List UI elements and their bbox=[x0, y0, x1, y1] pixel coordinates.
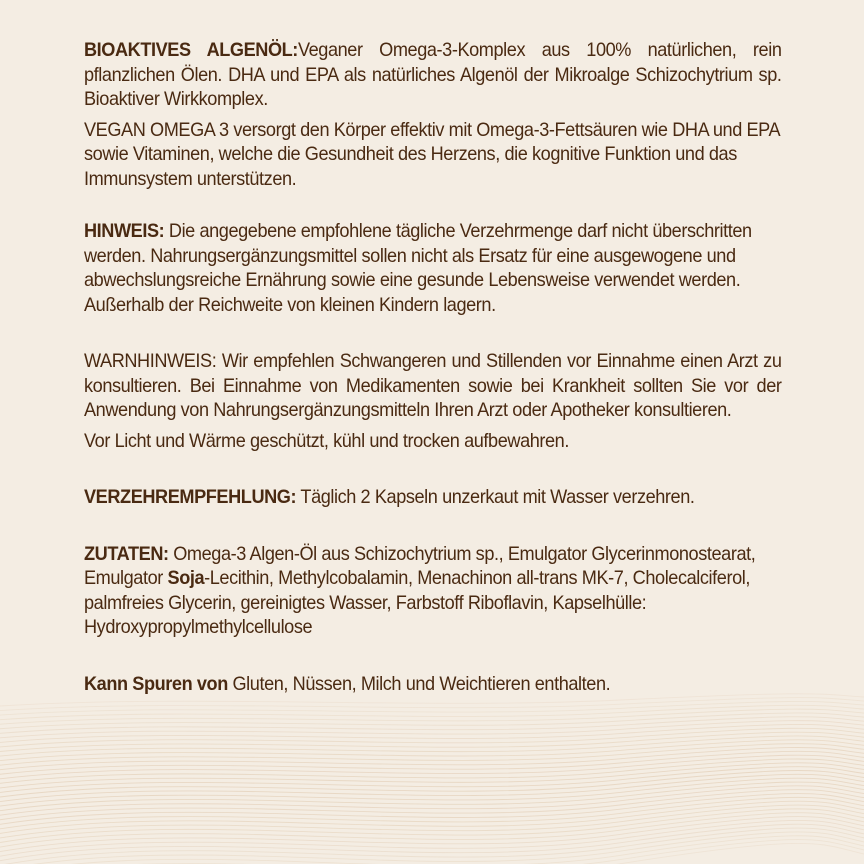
wave-line bbox=[0, 840, 864, 864]
paragraph-hinweis bbox=[84, 219, 782, 317]
wave-line bbox=[0, 717, 864, 734]
wave-line bbox=[0, 721, 864, 738]
paragraph-lagerung bbox=[84, 429, 782, 454]
wave-line bbox=[0, 732, 864, 751]
wave-line bbox=[0, 744, 864, 766]
wave-line bbox=[0, 740, 864, 761]
text-bioaktives-algenoel: Veganer Omega-3-Komplex aus 100% natürlichen, rein pflanzlichen Ölen. DHA und EPA als natürliches Algenöl der Mikroalge Schizochytrium sp. Bioaktiver Wirkkomplex. bbox=[84, 39, 782, 110]
wave-line bbox=[0, 824, 864, 860]
text-zutaten-part2: -Lecithin, Methylcobalamin, Menachinon all-trans MK-7, Cholecalciferol, palmfreies Glycerin, gereinigtes Wasser, Farbstoff Riboflavin, Kapselhülle: Hydroxypropylmethylcellulose bbox=[84, 567, 750, 638]
wave-line bbox=[0, 751, 864, 774]
wave-line bbox=[0, 801, 864, 833]
heading-zutaten: ZUTATEN: bbox=[84, 542, 169, 565]
paragraph-bioaktives-algenoel bbox=[84, 38, 782, 112]
paragraph-zutaten bbox=[84, 542, 782, 640]
wave-line bbox=[0, 698, 864, 711]
wave-line bbox=[0, 774, 864, 801]
wave-line bbox=[0, 713, 864, 729]
text-spuren: Gluten, Nüssen, Milch und Weichtieren enthalten. bbox=[227, 672, 611, 695]
heading-hinweis: HINWEIS: bbox=[84, 220, 165, 242]
wave-line bbox=[0, 843, 864, 864]
wave-line bbox=[0, 705, 864, 719]
wave-line bbox=[0, 709, 864, 724]
paragraph-spuren bbox=[84, 672, 782, 697]
wave-line bbox=[0, 724, 864, 742]
wave-line bbox=[0, 771, 864, 797]
wave-line bbox=[0, 809, 864, 843]
wave-line bbox=[0, 759, 864, 783]
heading-verzehrempfehlung: VERZEHREMPFEHLUNG: bbox=[84, 486, 297, 508]
wave-line bbox=[0, 782, 864, 811]
wave-line bbox=[0, 790, 864, 820]
wave-line bbox=[0, 763, 864, 788]
wave-line bbox=[0, 820, 864, 856]
paragraph-vegan-omega-3 bbox=[84, 118, 782, 192]
wave-line bbox=[0, 747, 864, 769]
wave-line bbox=[0, 736, 864, 756]
wave-line bbox=[0, 786, 864, 815]
wave-line bbox=[0, 767, 864, 793]
wave-line bbox=[0, 805, 864, 838]
paragraph-warnhinweis bbox=[84, 349, 782, 423]
wave-line bbox=[0, 794, 864, 825]
wave-line bbox=[0, 701, 864, 715]
text-vegan-omega-3: VEGAN OMEGA 3 versorgt den Körper effektiv mit Omega-3-Fettsäuren wie DHA und EPA sowie Vitaminen, welche die Gesundheit des Herzens, die kognitive Funktion und das Immunsystem unterstützen. bbox=[84, 118, 780, 190]
wave-line bbox=[0, 728, 864, 747]
text-hinweis: Die angegebene empfohlene tägliche Verzehrmenge darf nicht überschritten werden. Nahrungsergänzungsmittel sollen nicht als Ersatz für eine ausgewogene und abwechslungsreiche Ernährung sowie eine gesunde Lebensweise verwendet werden. Außerhalb der Reichweite von kleinen Kindern lagern. bbox=[84, 220, 752, 316]
wave-line bbox=[0, 778, 864, 806]
text-zutaten-part1: Omega-3 Algen-Öl aus Schizochytrium sp., Emulgator Glycerinmonostearat, Emulgator bbox=[84, 542, 756, 589]
heading-spuren: Kann Spuren von bbox=[84, 672, 228, 695]
wave-line bbox=[0, 797, 864, 828]
wave-line bbox=[0, 755, 864, 779]
text-lagerung: Vor Licht und Wärme geschützt, kühl und trocken aufbewahren. bbox=[84, 429, 569, 452]
paragraph-verzehrempfehlung bbox=[84, 485, 782, 510]
wave-line bbox=[0, 813, 864, 847]
heading-bioaktives-algenoel: BIOAKTIVES ALGENÖL: bbox=[84, 39, 298, 61]
text-verzehrempfehlung: Täglich 2 Kapseln unzerkaut mit Wasser verzehren. bbox=[296, 486, 695, 508]
wave-line bbox=[0, 817, 864, 852]
label-text bbox=[84, 38, 782, 696]
wave-line bbox=[0, 836, 864, 864]
wave-line bbox=[0, 832, 864, 864]
wave-line bbox=[0, 828, 864, 864]
text-warnhinweis: WARNHINWEIS: Wir empfehlen Schwangeren und Stillenden vor Einnahme einen Arzt zu konsultieren. Bei Einnahme von Medikamenten sowie bei Krankheit sollten Sie vor der Anwendung von Nahrungsergänzungsmitteln Ihren Arzt oder Apotheker konsultieren. bbox=[84, 350, 782, 421]
allergen-soja: Soja bbox=[167, 567, 205, 589]
